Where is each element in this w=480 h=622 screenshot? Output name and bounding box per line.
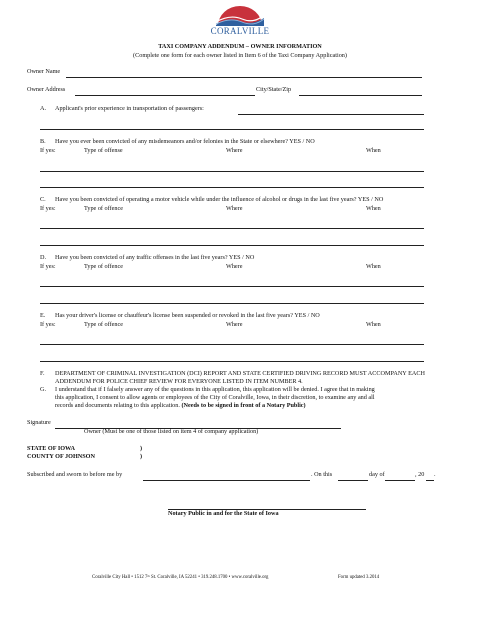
question-e-letter: E. bbox=[40, 312, 46, 319]
month-field[interactable] bbox=[385, 480, 415, 481]
answer-line[interactable] bbox=[40, 245, 424, 246]
state-of-iowa: STATE OF IOWA bbox=[27, 445, 76, 452]
question-b-text: Have you ever been convicted of any misdemeanors and/or felonies in the State or elsewhere? YES / NO bbox=[55, 138, 315, 145]
answer-line[interactable] bbox=[40, 344, 424, 345]
owner-name-field[interactable] bbox=[66, 77, 422, 78]
county-paren: ) bbox=[140, 453, 143, 460]
when-label: When bbox=[366, 205, 381, 212]
question-b-letter: B. bbox=[40, 138, 46, 145]
type-of-offence-label: Type of offence bbox=[84, 205, 123, 212]
where-label: Where bbox=[226, 321, 243, 328]
type-of-offence-label: Type of offence bbox=[84, 263, 123, 270]
if-yes-label: If yes: bbox=[40, 147, 56, 154]
item-g-line-1: I understand that if I falsely answer any of the questions in this application, this application will be denied. I agree that in making bbox=[55, 386, 375, 393]
answer-line[interactable] bbox=[40, 171, 424, 172]
question-a-text: Applicant's prior experience in transportation of passengers: bbox=[55, 105, 204, 112]
form-updated-date: Form updated 3.2014 bbox=[338, 575, 380, 580]
state-paren: ) bbox=[140, 445, 143, 452]
owner-address-label: Owner Address bbox=[27, 86, 66, 93]
year-field[interactable] bbox=[426, 480, 434, 481]
notary-requirement-note: (Needs to be signed in front of a Notary Public) bbox=[181, 402, 306, 409]
footer-address: Coralville City Hall • 1512 7ᵗʰ St. Coralville, IA 52241 • 319.248.1700 • www.coralville.org bbox=[92, 575, 269, 580]
form-subtitle: (Complete one form for each owner listed in Item 6 of the Taxi Company Application) bbox=[133, 52, 347, 59]
item-g-line-3 bbox=[55, 402, 306, 410]
item-g-line-2: this application, I consent to allow agents or employees of the City of Coralville, Iowa, in their discretion, to examine any and all bbox=[55, 394, 375, 401]
type-of-offence-label: Type of offence bbox=[84, 321, 123, 328]
item-f-letter: F. bbox=[40, 370, 45, 377]
item-g-letter: G. bbox=[40, 386, 47, 393]
question-e-text: Has your driver's license or chauffeur's license been suspended or revoked in the last five years? YES / NO bbox=[55, 312, 320, 319]
form-title: TAXI COMPANY ADDENDUM – OWNER INFORMATION bbox=[158, 43, 322, 50]
subscribed-sworn-label: Subscribed and sworn to before me by bbox=[27, 471, 123, 478]
day-field[interactable] bbox=[338, 480, 368, 481]
where-label: Where bbox=[226, 263, 243, 270]
if-yes-label: If yes: bbox=[40, 321, 56, 328]
sworn-end-period: . bbox=[434, 471, 436, 478]
question-c-text: Have you been convicted of operating a motor vehicle while under the influence of alcohol or drugs in the last five years? YES / NO bbox=[55, 196, 384, 203]
signature-note: Owner (Must be one of those listed on item 4 of company application) bbox=[84, 428, 259, 435]
answer-line[interactable] bbox=[40, 228, 424, 229]
day-of-label: day of bbox=[369, 471, 385, 478]
logo-text: CORALVILLE bbox=[210, 26, 270, 36]
answer-line[interactable] bbox=[40, 286, 424, 287]
when-label: When bbox=[366, 321, 381, 328]
on-this-label: . On this bbox=[311, 471, 333, 478]
question-d-letter: D. bbox=[40, 254, 47, 261]
item-g-line-3-text: records and documents relating to this application. bbox=[55, 402, 182, 409]
answer-line[interactable] bbox=[40, 303, 424, 304]
sworn-by-field[interactable] bbox=[143, 480, 310, 481]
when-label: When bbox=[366, 147, 381, 154]
question-a-letter: A. bbox=[40, 105, 47, 112]
question-d-text: Have you been convicted of any traffic offenses in the last five years? YES / NO bbox=[55, 254, 255, 261]
notary-label: Notary Public in and for the State of Iowa bbox=[168, 510, 279, 517]
answer-line[interactable] bbox=[40, 361, 424, 362]
if-yes-label: If yes: bbox=[40, 205, 56, 212]
answer-line[interactable] bbox=[40, 187, 424, 188]
year-prefix-label: , 20 bbox=[415, 471, 425, 478]
question-c-letter: C. bbox=[40, 196, 46, 203]
coralville-logo bbox=[208, 4, 272, 38]
city-state-zip-label: City/State/Zip bbox=[256, 86, 292, 93]
owner-address-field[interactable] bbox=[75, 95, 255, 96]
where-label: Where bbox=[226, 205, 243, 212]
experience-answer-line[interactable] bbox=[238, 114, 424, 115]
type-of-offense-label: Type of offense bbox=[84, 147, 123, 154]
signature-label: Signature bbox=[27, 419, 51, 426]
if-yes-label: If yes: bbox=[40, 263, 56, 270]
experience-answer-line-2[interactable] bbox=[40, 129, 424, 130]
when-label: When bbox=[366, 263, 381, 270]
county-of-johnson: COUNTY OF JOHNSON bbox=[27, 453, 95, 460]
city-state-zip-field[interactable] bbox=[299, 95, 422, 96]
owner-name-label: Owner Name bbox=[27, 68, 61, 75]
item-f-line-1: DEPARTMENT OF CRIMINAL INVESTIGATION (DCI) REPORT AND STATE CERTIFIED DRIVING RECORD MUST ACCOMPANY EACH bbox=[55, 370, 425, 377]
where-label: Where bbox=[226, 147, 243, 154]
item-f-line-2: ADDENDUM FOR POLICE CHIEF REVIEW FOR EVERYONE LISTED IN ITEM NUMBER 4. bbox=[55, 378, 303, 385]
